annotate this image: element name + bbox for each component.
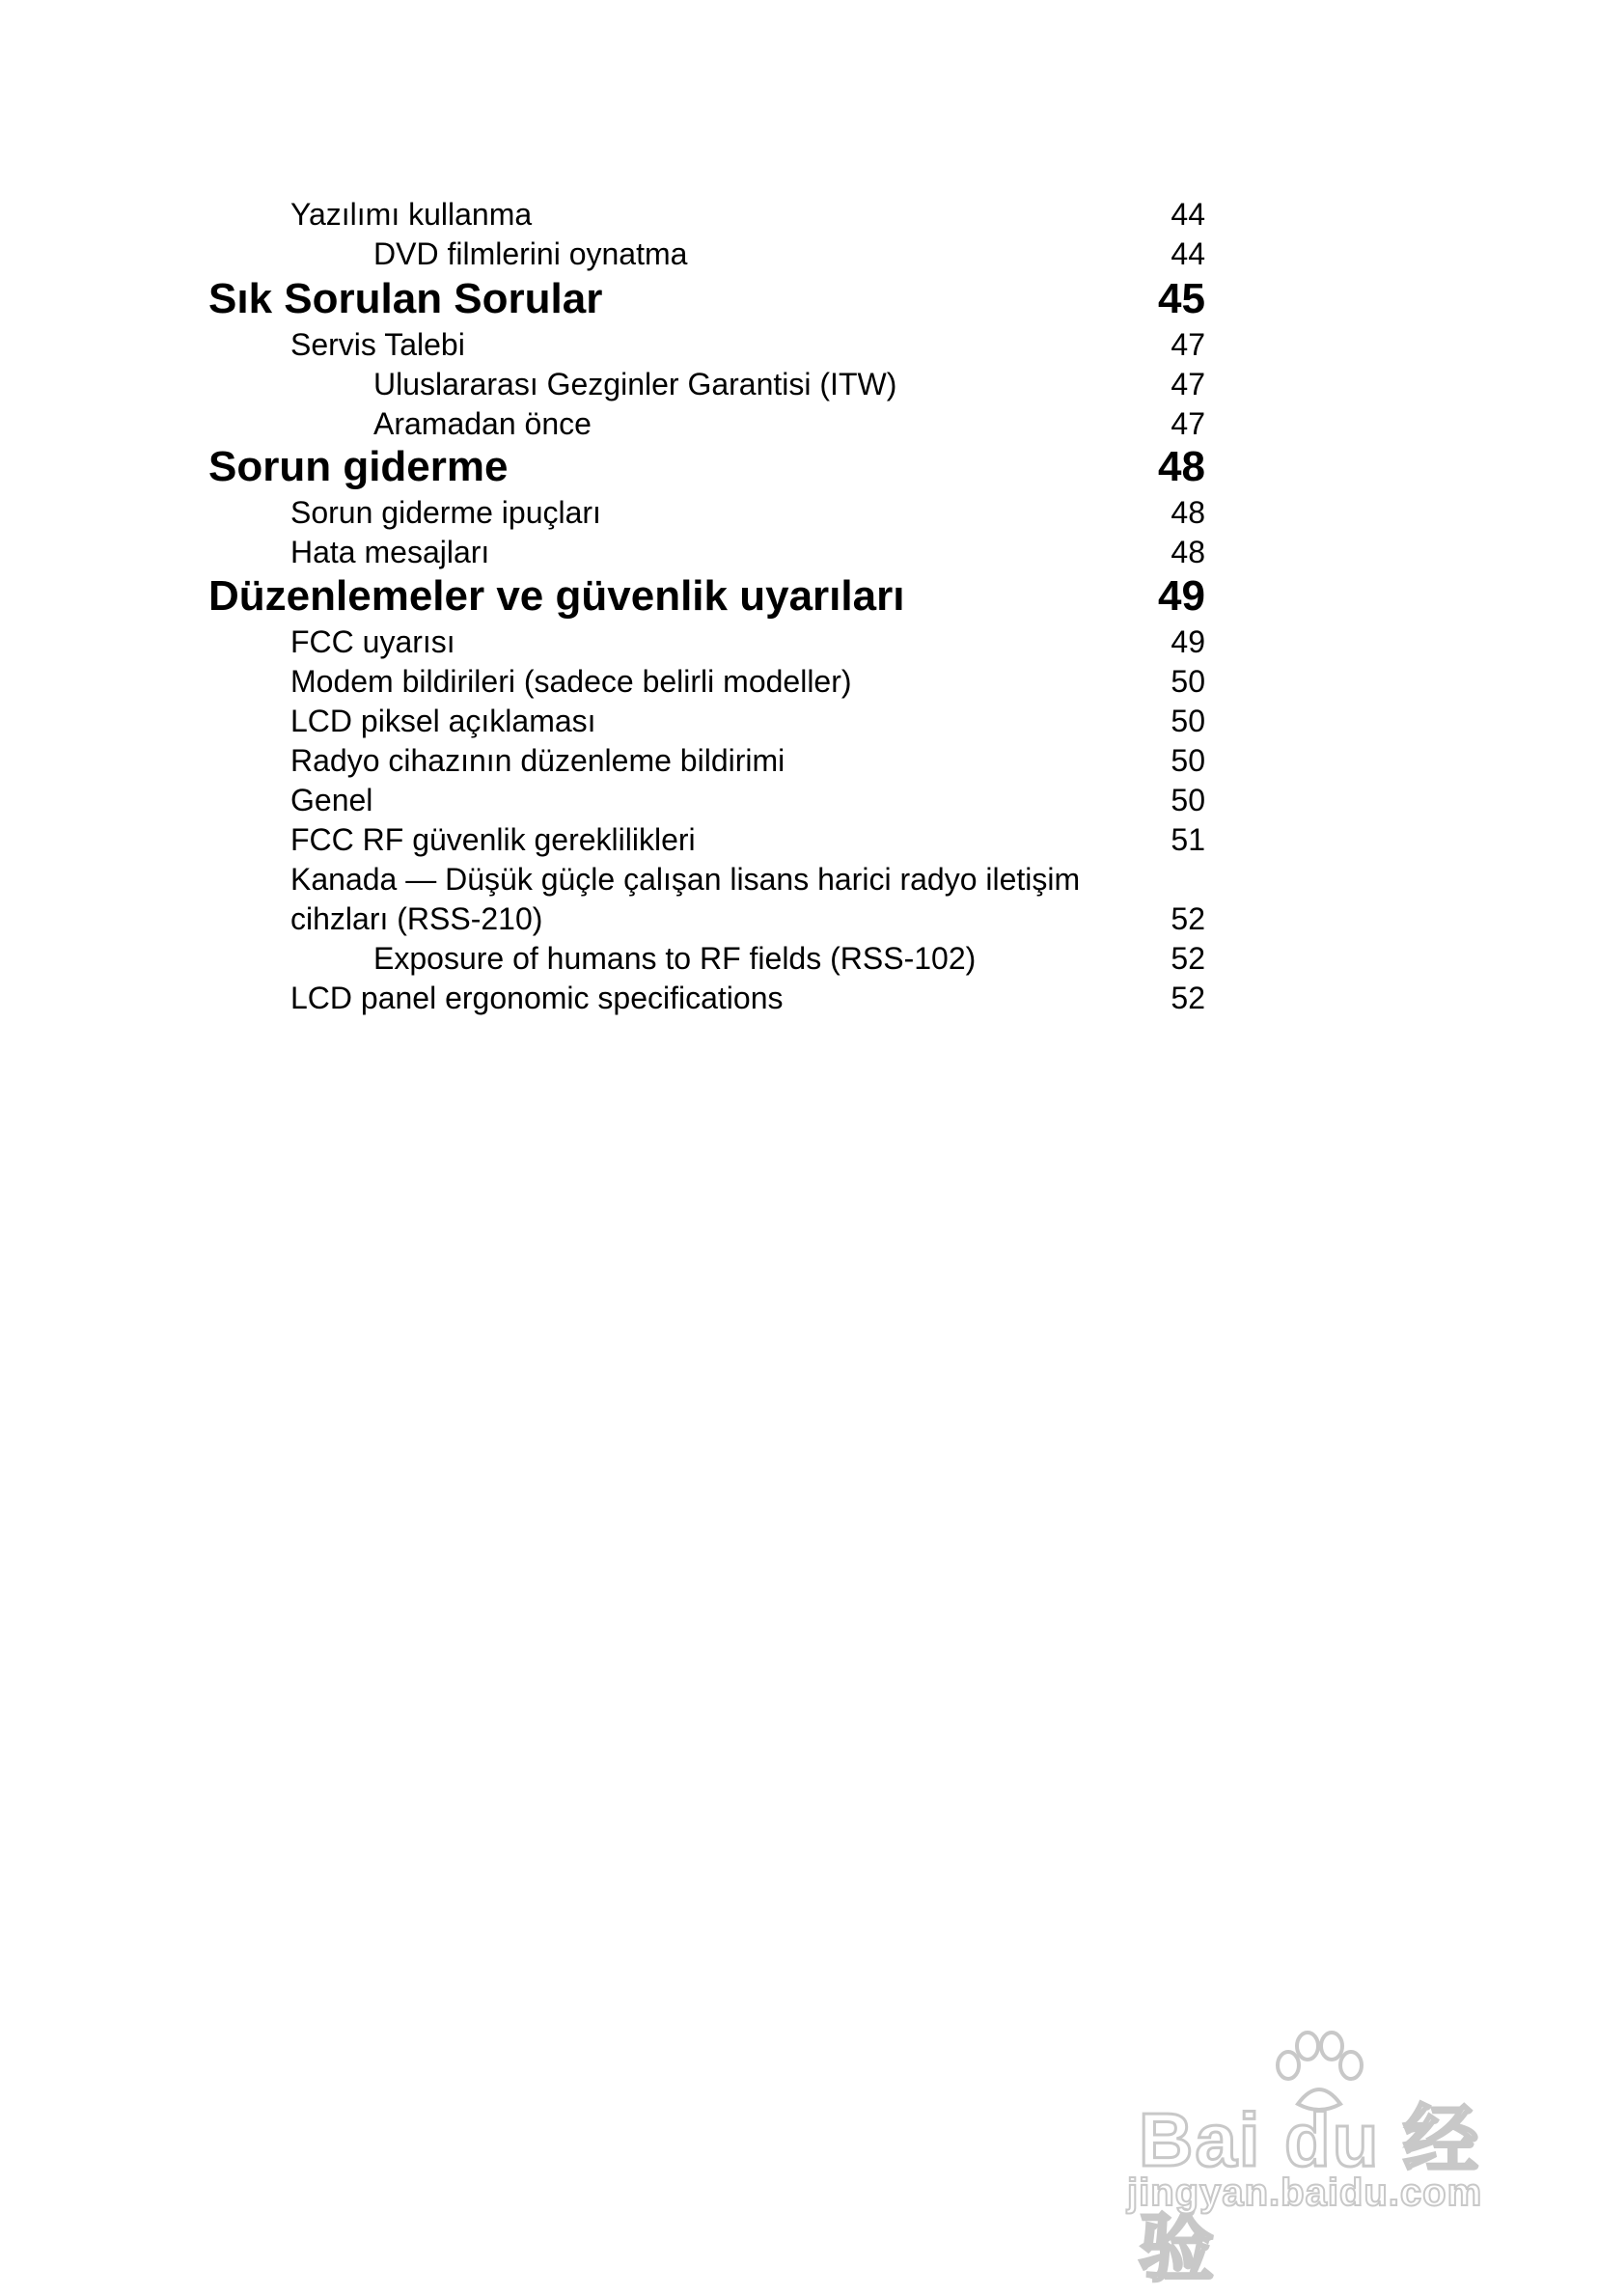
toc-entry-label: Exposure of humans to RF fields (RSS-102) xyxy=(373,941,977,976)
toc-entry-page: 48 xyxy=(1158,443,1205,490)
toc-entry-label: Sorun giderme xyxy=(208,443,509,490)
toc-entry-label: DVD filmlerini oynatma xyxy=(373,236,688,271)
toc-entry-page: 49 xyxy=(1171,624,1205,659)
toc-entry-page: 47 xyxy=(1171,327,1205,362)
toc-entry-label: LCD panel ergonomic specifications xyxy=(290,981,784,1015)
toc-entry-label: Kanada — Düşük güçle çalışan lisans harici radyo iletişim xyxy=(290,862,1081,897)
toc-entry-page: 52 xyxy=(1171,941,1205,976)
toc-entry-page: 50 xyxy=(1171,783,1205,817)
toc-entry-label: Düzenlemeler ve güvenlik uyarıları xyxy=(208,572,905,620)
toc-entry-page: 52 xyxy=(1171,901,1205,936)
toc-entry-page: 50 xyxy=(1171,664,1205,699)
toc-entry-label: Servis Talebi xyxy=(290,327,465,362)
toc-entry-label: FCC uyarısı xyxy=(290,624,455,659)
baidu-watermark xyxy=(1119,2027,1505,2290)
toc-entry-page: 47 xyxy=(1171,406,1205,441)
toc-entry-label: FCC RF güvenlik gereklilikleri xyxy=(290,822,696,857)
toc-entry-label: Uluslararası Gezginler Garantisi (ITW) xyxy=(373,367,897,401)
toc-entry-label: Radyo cihazının düzenleme bildirimi xyxy=(290,743,785,778)
toc-entry-page: 51 xyxy=(1171,822,1205,857)
toc-entry-page: 44 xyxy=(1171,197,1205,232)
toc-entry-page: 50 xyxy=(1171,704,1205,738)
toc-entry-label: Yazılımı kullanma xyxy=(290,197,533,232)
toc-entry-label: Sık Sorulan Sorular xyxy=(208,275,603,322)
toc-entry-label: Aramadan önce xyxy=(373,406,592,441)
toc-entry-page: 47 xyxy=(1171,367,1205,401)
toc-entry-page: 50 xyxy=(1171,743,1205,778)
watermark-url: jingyan.baidu.com xyxy=(1127,2172,1483,2214)
toc-entry-label: Sorun giderme ipuçları xyxy=(290,495,601,530)
toc-entry-page: 44 xyxy=(1171,236,1205,271)
toc-entry-page: 49 xyxy=(1158,572,1205,620)
toc-entry-label: Modem bildirileri (sadece belirli modeller) xyxy=(290,664,852,699)
toc-entry-page: 48 xyxy=(1171,535,1205,569)
toc-entry-page: 48 xyxy=(1171,495,1205,530)
toc-entry-page: 52 xyxy=(1171,981,1205,1015)
toc-entry-label: Hata mesajları xyxy=(290,535,490,569)
toc-entry-label: LCD piksel açıklaması xyxy=(290,704,596,738)
toc-entry-label: Genel xyxy=(290,783,373,817)
toc-entry-label: cihzları (RSS-210) xyxy=(290,901,543,936)
toc-entry-page: 45 xyxy=(1158,275,1205,322)
watermark-logo: Bai du 经验 xyxy=(1139,2097,1481,2290)
